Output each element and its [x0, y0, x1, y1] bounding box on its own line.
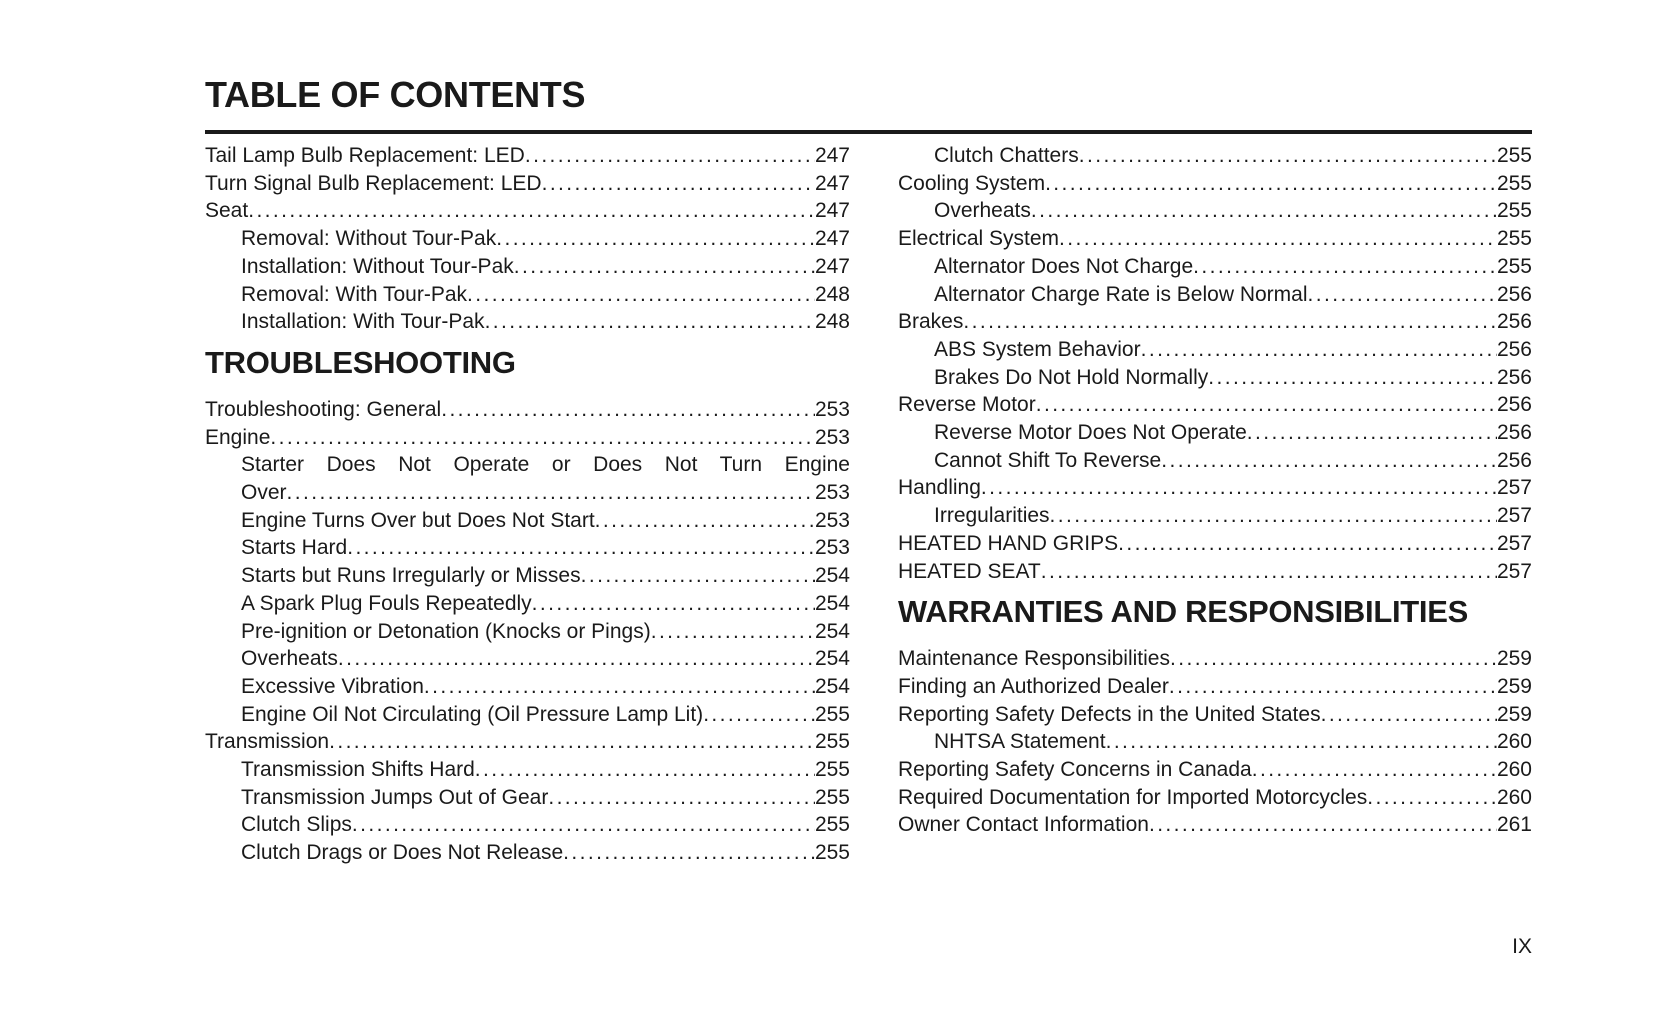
toc-entry-page: 253 — [814, 397, 850, 421]
dot-leader — [1161, 447, 1497, 475]
toc-entry — [205, 839, 850, 867]
dot-leader — [651, 618, 815, 646]
dot-leader — [496, 225, 815, 253]
toc-entry-wrap-line: Starter Does Not Operate or Does Not Turn Engine — [241, 453, 850, 477]
toc-entry-page: 259 — [1496, 674, 1532, 698]
toc-entry-label: Brakes — [898, 310, 964, 334]
toc-entry-page: 260 — [1496, 730, 1532, 754]
dot-leader — [270, 424, 815, 452]
toc-entry-page: 247 — [814, 227, 850, 251]
toc-entry-label: NHTSA Statement — [934, 730, 1106, 754]
toc-entry — [205, 756, 850, 784]
toc-entry-page: 247 — [814, 171, 850, 195]
toc-entry-page: 253 — [814, 425, 850, 449]
dot-leader — [287, 479, 815, 507]
toc-entry-page: 255 — [814, 730, 850, 754]
toc-entry-label: Irregularities — [934, 504, 1050, 528]
toc-entry-label: HEATED SEAT — [898, 559, 1041, 583]
toc-entry-page: 253 — [814, 508, 850, 532]
dot-leader — [1059, 225, 1497, 253]
toc-entry — [898, 308, 1532, 336]
toc-entry — [898, 447, 1532, 475]
dot-leader — [1141, 336, 1497, 364]
toc-entry-page: 256 — [1496, 421, 1532, 445]
dot-leader — [248, 197, 815, 225]
dot-leader — [1170, 645, 1497, 673]
toc-entry-label: HEATED HAND GRIPS — [898, 531, 1119, 555]
toc-entry — [898, 170, 1532, 198]
toc-entry — [205, 673, 850, 701]
title-rule — [205, 130, 1532, 134]
dot-leader — [1079, 142, 1497, 170]
toc-entry-label: Installation: With Tour-Pak — [241, 310, 485, 334]
toc-entry-page: 260 — [1496, 758, 1532, 782]
toc-entry — [898, 701, 1532, 729]
toc-column-right — [898, 142, 1532, 867]
page-number: IX — [1512, 935, 1532, 958]
toc-entry-label: Clutch Slips — [241, 813, 352, 837]
toc-entry — [205, 534, 850, 562]
toc-entry-label: Owner Contact Information — [898, 813, 1149, 837]
toc-entry-label: Clutch Chatters — [934, 144, 1079, 167]
toc-entry-page: 255 — [1496, 227, 1532, 251]
dot-leader — [1247, 419, 1497, 447]
toc-entry-page: 255 — [1496, 171, 1532, 195]
dot-leader — [347, 534, 815, 562]
toc-entry-label: Transmission Shifts Hard — [241, 758, 475, 782]
toc-entry-page: 259 — [1496, 647, 1532, 671]
dot-leader — [595, 507, 815, 535]
toc-entry — [205, 701, 850, 729]
toc-entry-label: Reverse Motor Does Not Operate — [934, 421, 1247, 445]
toc-entry-page: 247 — [814, 144, 850, 167]
toc-entry-page: 254 — [814, 591, 850, 615]
toc-entry-label: Finding an Authorized Dealer — [898, 674, 1169, 698]
toc-entry-label: Tail Lamp Bulb Replacement: LED — [205, 144, 525, 167]
toc-entry-page: 256 — [1496, 393, 1532, 417]
toc-entry-page: 255 — [1496, 144, 1532, 167]
toc-entry — [898, 336, 1532, 364]
dot-leader — [1193, 253, 1497, 281]
toc-entry-label: Clutch Drags or Does Not Release — [241, 841, 564, 865]
toc-entry-page: 255 — [814, 841, 850, 865]
toc-entry-page: 255 — [1496, 254, 1532, 278]
toc-entry-page: 254 — [814, 564, 850, 588]
toc-entry-page: 255 — [814, 785, 850, 809]
toc-entry-label: Brakes Do Not Hold Normally — [934, 365, 1209, 389]
toc-entry-label: Electrical System — [898, 227, 1060, 251]
toc-entry-page: 261 — [1496, 813, 1532, 837]
toc-entry-label: Cannot Shift To Reverse — [934, 448, 1162, 472]
toc-entry-page: 248 — [814, 282, 850, 306]
toc-entry-page: 255 — [814, 758, 850, 782]
toc-entry — [205, 396, 850, 424]
dot-leader — [703, 701, 815, 729]
toc-entry-label: Required Documentation for Imported Motorcycles — [898, 785, 1368, 809]
toc-entry-label: Engine Turns Over but Does Not Start — [241, 508, 595, 532]
toc-entry-page: 256 — [1496, 365, 1532, 389]
toc-entry — [898, 142, 1532, 170]
toc-entry — [205, 253, 850, 281]
toc-entry — [205, 225, 850, 253]
toc-entry — [205, 281, 850, 309]
toc-entry-page: 247 — [814, 254, 850, 278]
page-title: TABLE OF CONTENTS — [205, 74, 586, 115]
dot-leader — [1321, 701, 1497, 729]
toc-entry-label: Troubleshooting: General — [205, 397, 442, 421]
dot-leader — [1367, 784, 1497, 812]
toc-entry — [898, 502, 1532, 530]
toc-entry-page: 257 — [1496, 476, 1532, 500]
toc-entry — [898, 784, 1532, 812]
toc-entry-label: Transmission — [205, 730, 330, 754]
toc-entry-page: 253 — [814, 536, 850, 560]
toc-entry-label: Reporting Safety Defects in the United States — [898, 702, 1321, 726]
toc-column-left — [205, 142, 850, 867]
toc-entry — [205, 170, 850, 198]
toc-entry-label: Transmission Jumps Out of Gear — [241, 785, 549, 809]
dot-leader — [542, 170, 815, 198]
toc-entry-label: Removal: Without Tour-Pak — [241, 227, 497, 251]
dot-leader — [581, 562, 815, 590]
dot-leader — [1031, 197, 1497, 225]
toc-entry-label: Engine — [205, 425, 271, 449]
toc-entry-label: Alternator Does Not Charge — [934, 254, 1194, 278]
dot-leader — [1118, 530, 1497, 558]
toc-entry-page: 257 — [1496, 531, 1532, 555]
toc-entry-label: Maintenance Responsibilities — [898, 647, 1170, 671]
toc-entry — [898, 530, 1532, 558]
toc-entry-page: 248 — [814, 310, 850, 334]
dot-leader — [1050, 502, 1497, 530]
toc-entry — [205, 811, 850, 839]
toc-entry — [898, 253, 1532, 281]
toc-entry-page: 259 — [1496, 702, 1532, 726]
toc-entry-page: 255 — [1496, 199, 1532, 223]
dot-leader — [1169, 673, 1497, 701]
dot-leader — [338, 645, 815, 673]
toc-entry-page: 253 — [814, 481, 850, 505]
toc-entry-label: Reverse Motor — [898, 393, 1036, 417]
toc-entry — [898, 728, 1532, 756]
dot-leader — [1208, 364, 1497, 392]
toc-entry — [898, 756, 1532, 784]
dot-leader — [1308, 281, 1497, 309]
dot-leader — [981, 474, 1497, 502]
toc-entry-label: Installation: Without Tour-Pak — [241, 254, 514, 278]
toc-entry-page: 256 — [1496, 337, 1532, 361]
toc-entry-page: 260 — [1496, 785, 1532, 809]
toc-entry-label: Pre-ignition or Detonation (Knocks or Pings) — [241, 619, 651, 643]
toc-entry-page: 254 — [814, 674, 850, 698]
toc-page-content — [205, 0, 1532, 958]
toc-entry-page: 255 — [814, 813, 850, 837]
toc-entry-page: 255 — [814, 702, 850, 726]
toc-entry-label: Overheats — [934, 199, 1031, 223]
toc-entry-label: Handling — [898, 476, 981, 500]
toc-entry — [205, 590, 850, 618]
toc-entry-label: Engine Oil Not Circulating (Oil Pressure Lamp Lit) — [241, 702, 704, 726]
toc-entry — [898, 197, 1532, 225]
dot-leader — [1252, 756, 1497, 784]
dot-leader — [563, 839, 815, 867]
dot-leader — [1036, 391, 1497, 419]
toc-entry-page: 256 — [1496, 448, 1532, 472]
toc-entry — [205, 645, 850, 673]
toc-entry — [205, 618, 850, 646]
toc-entry-label: Seat — [205, 199, 249, 223]
toc-entry — [898, 811, 1532, 839]
dot-leader — [475, 756, 815, 784]
toc-entry-label: Over — [241, 481, 287, 505]
toc-entry — [898, 474, 1532, 502]
toc-entry-page: 257 — [1496, 504, 1532, 528]
toc-entry-label: Removal: With Tour-Pak — [241, 282, 468, 306]
toc-entry-label: Starts but Runs Irregularly or Misses — [241, 564, 581, 588]
toc-entry-page: 254 — [814, 619, 850, 643]
dot-leader — [525, 142, 815, 170]
dot-leader — [1045, 170, 1497, 198]
toc-entry — [205, 479, 850, 507]
toc-entry-label: Excessive Vibration — [241, 674, 424, 698]
dot-leader — [532, 590, 815, 618]
section-heading: WARRANTIES AND RESPONSIBILITIES — [898, 594, 1468, 630]
toc-entry-label: Alternator Charge Rate is Below Normal — [934, 282, 1308, 306]
dot-leader — [1041, 558, 1497, 586]
toc-entry — [898, 645, 1532, 673]
toc-entry — [898, 281, 1532, 309]
toc-entry-label: A Spark Plug Fouls Repeatedly — [241, 591, 532, 615]
toc-entry — [898, 673, 1532, 701]
toc-entry-page: 256 — [1496, 282, 1532, 306]
toc-entry — [898, 419, 1532, 447]
toc-entry — [205, 562, 850, 590]
dot-leader — [963, 308, 1497, 336]
dot-leader — [485, 308, 815, 336]
toc-entry-label: Starts Hard — [241, 536, 348, 560]
toc-entry-label: Overheats — [241, 647, 338, 671]
toc-entry — [205, 308, 850, 336]
toc-entry — [205, 728, 850, 756]
dot-leader — [1106, 728, 1497, 756]
section-heading: TROUBLESHOOTING — [205, 344, 516, 380]
toc-entry-label: ABS System Behavior — [934, 337, 1141, 361]
toc-columns — [205, 142, 1532, 867]
dot-leader — [548, 784, 815, 812]
toc-entry-page: 256 — [1496, 310, 1532, 334]
toc-entry-page: 257 — [1496, 559, 1532, 583]
dot-leader — [329, 728, 815, 756]
toc-entry — [205, 784, 850, 812]
dot-leader — [441, 396, 815, 424]
toc-entry — [898, 558, 1532, 586]
toc-entry-page: 247 — [814, 199, 850, 223]
toc-entry — [898, 391, 1532, 419]
toc-entry — [205, 142, 850, 170]
dot-leader — [514, 253, 815, 281]
dot-leader — [1149, 811, 1497, 839]
toc-entry-page: 254 — [814, 647, 850, 671]
dot-leader — [352, 811, 815, 839]
toc-entry — [898, 364, 1532, 392]
toc-entry-label: Reporting Safety Concerns in Canada — [898, 758, 1252, 782]
toc-entry — [205, 197, 850, 225]
toc-entry-label: Turn Signal Bulb Replacement: LED — [205, 171, 542, 195]
toc-entry — [898, 225, 1532, 253]
toc-entry — [205, 507, 850, 535]
toc-entry-label: Cooling System — [898, 171, 1046, 195]
dot-leader — [424, 673, 815, 701]
toc-entry — [205, 424, 850, 452]
dot-leader — [467, 281, 815, 309]
